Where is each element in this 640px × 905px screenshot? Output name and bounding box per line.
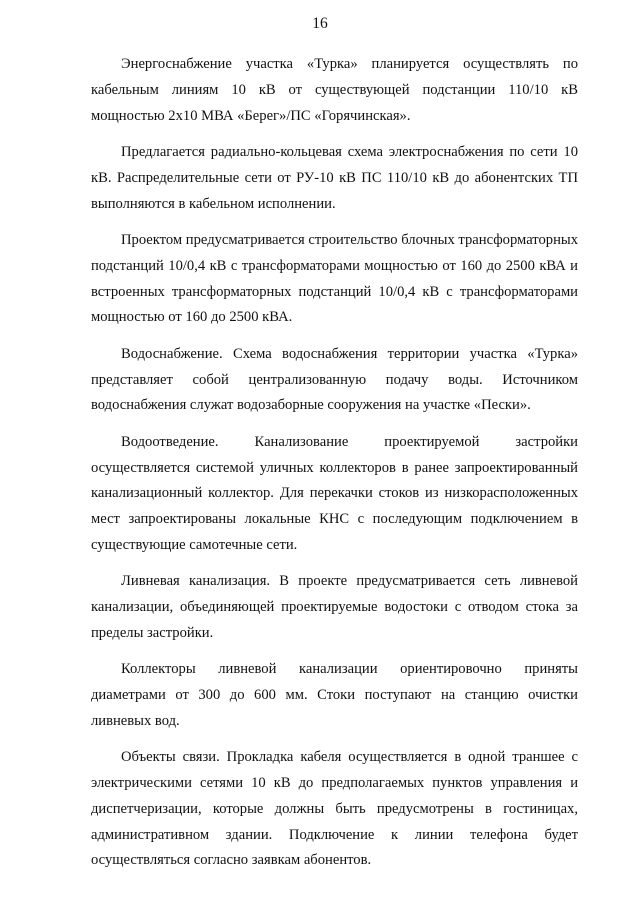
paragraph-storm-sewer: Ливневая канализация. В проекте предусматривается сеть ливневой канализации, объединяющей проектируемые водостоки с отводом стока за пределы застройки. xyxy=(91,573,578,641)
paragraph-drainage: Водоотведение. Канализование проектируемой застройки осуществляется системой уличных коллекторов в ранее запроектированный канализационный коллектор. Для перекачки стоков из низкорасположенных мест запроектированы локальные КНС с последующим подключением в существующие самотечные сети. xyxy=(91,433,578,553)
document-body xyxy=(91,52,578,885)
paragraph-distribution-scheme: Предлагается радиально-кольцевая схема электроснабжения по сети 10 кВ. Распределительные сети от РУ-10 кВ ПС 110/10 кВ до абонентских ТП выполняются в кабельном исполнении. xyxy=(91,143,578,212)
paragraph-storm-collectors: Коллекторы ливневой канализации ориентировочно приняты диаметрами от 300 до 600 мм. Стоки поступают на станцию очистки ливневых вод. xyxy=(91,661,578,729)
paragraph-substations: Проектом предусматривается строительство блочных трансформаторных подстанций 10/0,4 кВ с трансформаторами мощностью от 160 до 2500 кВА и встроенных трансформаторных подстанций 10/0,4 кВ с трансформаторами мощностью от 160 до 2500 кВА. xyxy=(91,231,578,326)
page-number: 16 xyxy=(312,15,328,32)
paragraph-communications: Объекты связи. Прокладка кабеля осуществляется в одной траншее с электрическими сетями 10 кВ до предполагаемых пунктов управления и диспетчеризации, которые должны быть предусмотрены в гостиницах, административном здании. Подключение к линии телефона будет осуществляться согласно заявкам абонентов. xyxy=(91,749,578,869)
paragraph-water-supply: Водоснабжение. Схема водоснабжения территории участка «Турка» представляет собой централизованную подачу воды. Источником водоснабжения служат водозаборные сооружения на участке «Пески». xyxy=(91,345,578,414)
paragraph-power-supply: Энергоснабжение участка «Турка» планируется осуществлять по кабельным линиям 10 кВ от существующей подстанции 110/10 кВ мощностью 2х10 МВА «Берег»/ПС «Горячинская». xyxy=(91,56,578,124)
